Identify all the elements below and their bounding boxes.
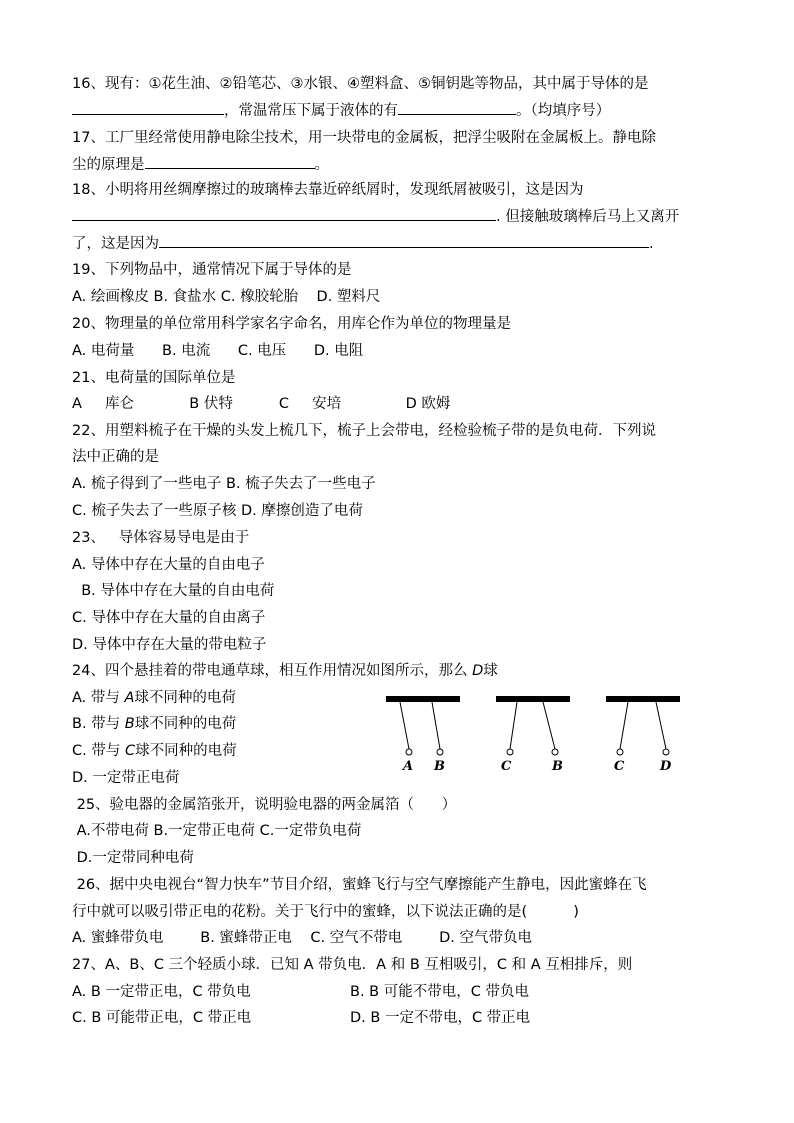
q24-c-pre: C. 带与: [72, 743, 125, 759]
q21-options: A 库仑 B 伏特 C 安培 D 欧姆: [72, 396, 451, 412]
q25-options-2: D.一定带同种电荷: [72, 850, 194, 866]
q24-option-b: [72, 714, 236, 734]
ball-a: [406, 749, 412, 755]
q21-stem: 21、电荷量的国际单位是: [72, 370, 236, 386]
thread-b: [432, 702, 440, 749]
q19-options: A. 绘画橡皮 B. 食盐水 C. 橡胶轮胎 D. 塑料尺: [72, 289, 381, 305]
q27-option-c: C. B 可能带正电，C 带正电: [72, 1010, 252, 1026]
q23-option-a: A. 导体中存在大量的自由电子: [72, 557, 265, 573]
ball-d: [663, 749, 669, 755]
q24-b-ball: B: [124, 716, 135, 732]
thread-a: [400, 702, 409, 749]
q26-line2: 行中就可以吸引带正电的花粉。关于飞行中的蜜蜂，以下说法正确的是( ): [72, 904, 579, 920]
q27-option-d: D. B 一定不带电，C 带正电: [350, 1010, 531, 1026]
q18-line3: [72, 233, 654, 254]
q24-ball-label: D: [472, 663, 484, 679]
label-ball-c: C: [501, 759, 512, 774]
q18-line1: 18、小明将用丝绸摩擦过的玻璃棒去靠近碎纸屑时，发现纸屑被吸引，这是因为: [72, 182, 584, 198]
thread-d: [656, 702, 666, 749]
ball-b: [437, 749, 443, 755]
q20-stem: 20、物理量的单位常用科学家名字命名，用库仑作为单位的物理量是: [72, 316, 511, 332]
q24-a-ball: A: [124, 690, 135, 706]
q16-line1: 16、现有：①花生油、②铅笔芯、③水银、④塑料盒、⑤铜钥匙等物品，其中属于导体的是: [72, 76, 649, 92]
support-bar-2: [496, 696, 570, 702]
q25-options-1: A.不带电荷 B.一定带正电荷 C.一定带负电荷: [72, 823, 362, 839]
q18-text-2: 了，这是因为: [72, 236, 159, 252]
thread-c: [510, 702, 517, 749]
q18-line2: [72, 206, 679, 227]
q27-stem: 27、A、B、C 三个轻质小球．已知 A 带负电．A 和 B 互相吸引，C 和 A 互相排斥，则: [72, 957, 633, 973]
q17-blank-principle[interactable]: [145, 154, 315, 169]
ball-c2: [617, 749, 623, 755]
q23-option-c: C. 导体中存在大量的自由离子: [72, 610, 266, 626]
q16-text-end: 。（均填序号）: [516, 103, 611, 119]
q24-option-c: [72, 741, 237, 761]
q16-line2: [72, 100, 610, 121]
q17-line2: [72, 154, 329, 175]
q24-option-d: D. 一定带正电荷: [72, 770, 180, 786]
ball-c: [507, 749, 513, 755]
q17-line1: 17、工厂里经常使用静电除尘技术，用一块带电的金属板，把浮尘吸附在金属板上。静电除: [72, 130, 656, 146]
q23-option-b: B. 导体中存在大量的自由电荷: [72, 583, 275, 599]
label-ball-a: A: [403, 759, 414, 774]
q18-text-end: .: [649, 236, 654, 252]
ball-b2: [552, 749, 558, 755]
q22-options-2: C. 梳子失去了一些原子核 D. 摩擦创造了电荷: [72, 503, 363, 519]
label-ball-b: B: [434, 759, 445, 774]
q18-blank-repel[interactable]: [159, 233, 649, 248]
q27-option-b: B. B 可能不带电，C 带负电: [350, 984, 529, 1000]
thread-b2: [543, 702, 555, 749]
q24-b-post: 球不同种的电荷: [134, 716, 237, 732]
q24-stem-end: 球: [483, 663, 498, 679]
q24-option-a: [72, 688, 236, 708]
label-ball-d: D: [660, 759, 672, 774]
q16-blank-liquids[interactable]: [398, 100, 516, 115]
support-bar-1: [386, 696, 460, 702]
q17-text-end: 。: [314, 157, 329, 173]
q26-line1: 26、据中央电视台“智力快车”节目介绍，蜜蜂飞行与空气摩擦能产生静电，因此蜜蜂在飞: [72, 877, 647, 893]
label-ball-c2: C: [614, 759, 625, 774]
q20-options: A. 电荷量 B. 电流 C. 电压 D. 电阻: [72, 343, 364, 359]
q24-a-pre: A. 带与: [72, 690, 125, 706]
q19-stem: 19、下列物品中，通常情况下属于导体的是: [72, 262, 352, 278]
q25-stem: 25、验电器的金属箔张开，说明验电器的两金属箔（ ）: [72, 797, 457, 813]
q22-options-1: A. 梳子得到了一些电子 B. 梳子失去了一些电子: [72, 476, 376, 492]
q24-stem-text: 24、四个悬挂着的带电通草球，相互作用情况如图所示，那么: [72, 663, 473, 679]
q17-text: 尘的原理是: [72, 157, 145, 173]
q24-b-pre: B. 带与: [72, 716, 125, 732]
thread-c2: [620, 702, 628, 749]
q23-stem: 23、 导体容易导电是由于: [72, 530, 250, 546]
q23-option-d: D. 导体中存在大量的带电粒子: [72, 637, 267, 653]
q26-options: A. 蜜蜂带负电 B. 蜜蜂带正电 C. 空气不带电 D. 空气带负电: [72, 930, 532, 946]
q27-option-a: A. B 一定带正电，C 带负电: [72, 984, 251, 1000]
q22-line1: 22、用塑料梳子在干燥的头发上梳几下，梳子上会带电，经检验梳子带的是负电荷．下列说: [72, 423, 656, 439]
q18-text: . 但接触玻璃棒后马上又离开: [496, 209, 680, 225]
q24-a-post: 球不同种的电荷: [134, 690, 236, 706]
q24-c-post: 球不同种的电荷: [135, 743, 237, 759]
q18-blank-attract[interactable]: [72, 206, 496, 221]
q24-c-ball: C: [124, 743, 136, 759]
q16-blank-conductors[interactable]: [72, 100, 224, 115]
support-bar-3: [606, 696, 680, 702]
q24-figure: [380, 688, 690, 778]
q24-stem: [72, 661, 498, 681]
q16-text: ，常温常压下属于液体的有: [224, 103, 398, 119]
label-ball-b2: B: [552, 759, 563, 774]
q22-line2: 法中正确的是: [72, 449, 159, 465]
